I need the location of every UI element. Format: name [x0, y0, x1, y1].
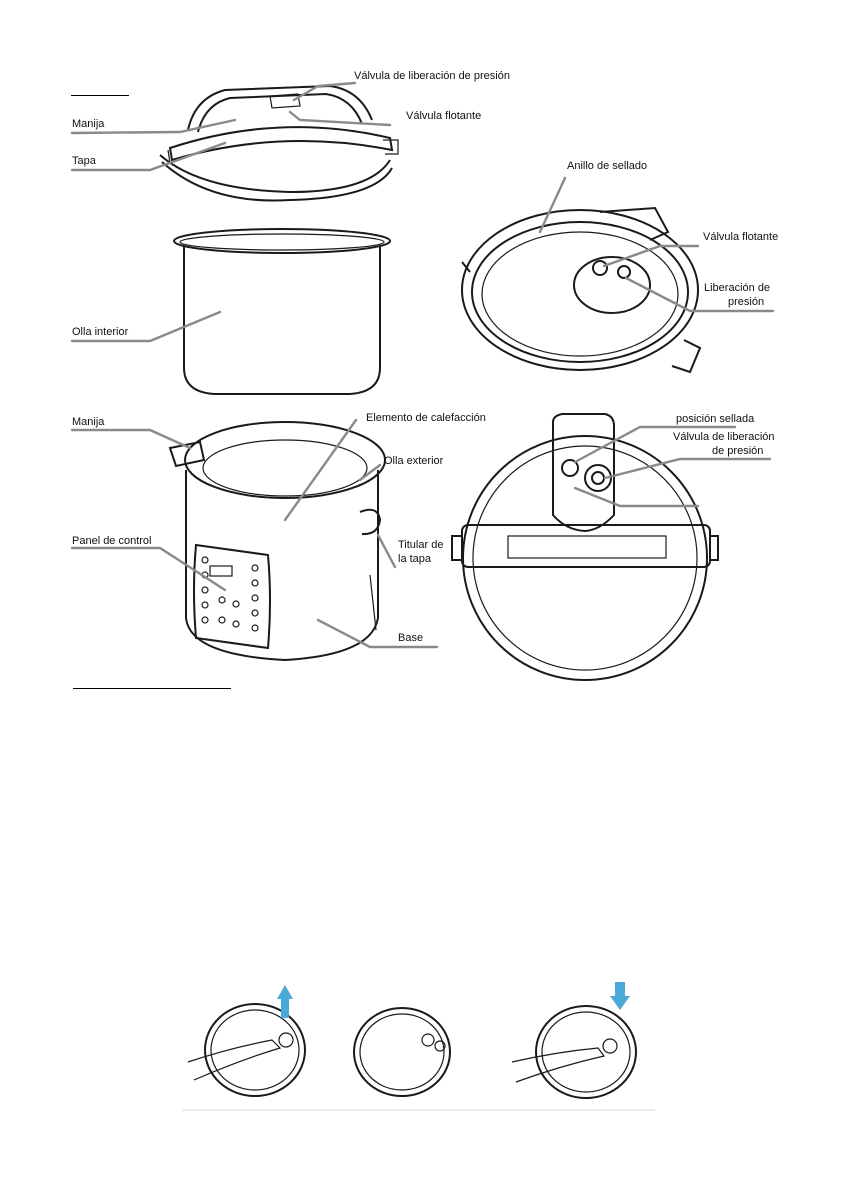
label-liberacion-line1: Liberación de	[704, 282, 771, 294]
label-valvula-liberacion-top: Válvula de liberación de presión	[354, 70, 510, 82]
lid-top-view-drawing	[452, 414, 718, 680]
label-valvula-liberacion-right-line1: Válvula de liberación	[673, 431, 775, 443]
label-tapa: Tapa	[72, 155, 96, 167]
leader-valvula-flotante-right	[604, 246, 698, 266]
leader-manija-bottom	[72, 430, 190, 448]
label-elemento-calefaccion: Elemento de calefacción	[366, 412, 486, 424]
label-manija-bottom: Manija	[72, 416, 105, 428]
label-olla-interior: Olla interior	[72, 326, 129, 338]
label-titular-line2: la tapa	[398, 553, 432, 565]
cooker-body-drawing	[170, 422, 385, 660]
leader-valvula-flotante-top	[290, 112, 390, 125]
label-valvula-flotante-right: Válvula flotante	[703, 231, 779, 243]
label-liberacion-line2: presión	[728, 296, 765, 308]
ring-panel-middle	[354, 1008, 450, 1096]
ring-panel-install	[512, 982, 636, 1098]
ring-sequence-strip	[182, 982, 655, 1110]
label-titular-line1: Titular de	[398, 539, 444, 551]
label-anillo-sellado: Anillo de sellado	[567, 160, 648, 172]
ring-panel-remove	[188, 985, 305, 1096]
inner-pot-drawing	[174, 229, 390, 394]
leader-titular-tapa	[378, 535, 395, 567]
label-base: Base	[398, 632, 424, 644]
leader-panel-control	[72, 548, 225, 590]
lid-underside-drawing	[462, 208, 700, 372]
lid-side-view-drawing	[160, 86, 398, 201]
label-olla-exterior: Olla exterior	[384, 455, 444, 467]
label-valvula-liberacion-right-line2: de presión	[712, 445, 764, 457]
label-valvula-flotante-top: Válvula flotante	[406, 110, 482, 122]
leader-valvula-liberacion-right	[605, 459, 770, 478]
leader-elemento-calefaccion	[285, 420, 356, 520]
label-manija-top: Manija	[72, 118, 105, 130]
label-panel-control: Panel de control	[72, 535, 152, 547]
label-posicion-sellada: posición sellada	[676, 413, 755, 425]
